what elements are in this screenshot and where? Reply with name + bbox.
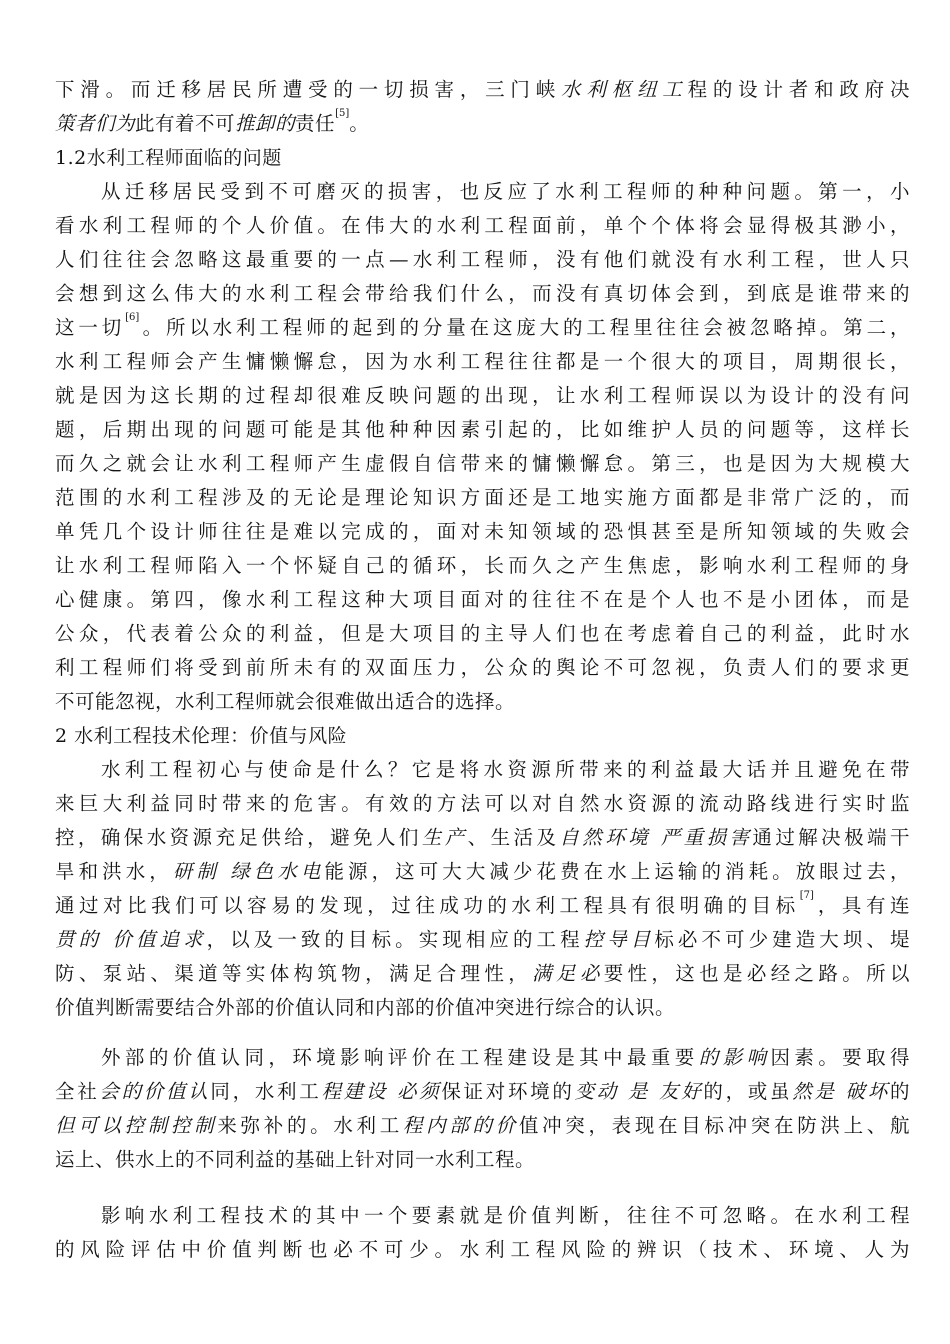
citation-ref: [5]: [335, 108, 350, 119]
text-run: 保证对环境的: [441, 1080, 575, 1103]
text-run: 外部的价值认同，环境影响评价在工程建设是其中最重要: [101, 1046, 699, 1069]
text-line: 看水利工程师的个人价值。在伟大的水利工程面前，单个个体将会显得极其渺小，: [55, 214, 910, 237]
text-line: [101, 1041, 910, 1075]
text-line: [55, 821, 910, 855]
italic-text-run: 然是 破坏: [792, 1080, 890, 1103]
italic-text-run: 研制 绿色水电: [172, 860, 325, 883]
italic-text-run: 变动 是 友好: [574, 1080, 704, 1103]
section-heading: 2 水利工程技术伦理：价值与风险: [55, 725, 348, 747]
text-run: 。: [349, 112, 370, 135]
text-line: 公众，代表着公众的利益，但是大项目的主导人们也在考虑着自己的利益，此时水: [55, 622, 910, 645]
text-line: [55, 957, 910, 991]
text-line: 水利工程师会产生慵懒懈怠，因为水利工程往往都是一个很大的项目，周期很长，: [55, 350, 910, 373]
italic-text-run: 策者们为: [55, 112, 136, 135]
text-line: 单凭几个设计师往往是难以完成的，面对未知领域的恐惧甚至是所知领域的失败会: [55, 520, 910, 543]
italic-text-run: 程内部的价: [402, 1114, 519, 1137]
text-line: 来巨大利益同时带来的危害。有效的方法可以对自然水资源的流动路线进行实时监: [55, 792, 910, 815]
text-run: 值冲突，表现在目标冲突在防洪上、航: [518, 1114, 910, 1137]
text-run: 责任: [295, 112, 336, 135]
italic-text-run: 水利枢纽工: [561, 78, 688, 101]
text-run: ，具有连: [813, 894, 910, 917]
italic-text-run: 满足必: [532, 962, 604, 985]
text-run: 程的设计者和政府决: [687, 78, 910, 101]
text-line: 范围的水利工程涉及的无论是理论知识方面还是工地实施方面都是非常广泛的，而: [55, 486, 910, 509]
text-line: [55, 1109, 910, 1143]
text-run: 下滑。而迁移居民所遭受的一切损害，三门峡: [55, 78, 562, 101]
text-line: 运上、供水上的不同利益的基础上针对同一水利工程。: [55, 1148, 536, 1171]
text-line: 让水利工程师陷入一个怀疑自己的循环，长而久之产生焦虑，影响水利工程师的身: [55, 554, 910, 577]
text-line: 利工程师们将受到前所未有的双面压力，公众的舆论不可忽视，负责人们的要求更: [55, 656, 910, 679]
text-line: 水利工程初心与使命是什么？它是将水资源所带来的利益最大话并且避免在带: [101, 758, 910, 781]
text-run: 旱和洪水，: [55, 860, 173, 883]
italic-text-run: 会的价值认: [99, 1080, 211, 1103]
text-line: 的风险评估中价值判断也必不可少。水利工程风险的辨识（技术、环境、人为: [55, 1238, 910, 1261]
text-run: 通过解决极端干: [752, 826, 910, 849]
italic-text-run: 控导目: [583, 928, 655, 951]
italic-text-run: 生产: [421, 826, 468, 849]
text-run: 控，确保水资源充足供给，避免人们: [55, 826, 422, 849]
text-line: [55, 107, 910, 141]
text-line: 题，后期出现的问题可能是其他种种因素引起的，比如维护人员的问题等，这样长: [55, 418, 910, 441]
italic-text-run: 但可以控制控制: [55, 1114, 218, 1137]
text-run: 要性，这也是必经之路。所以: [603, 962, 910, 985]
text-line: [55, 73, 910, 107]
text-line: 而久之就会让水利工程师产生虚假自信带来的慵懒懈怠。第三，也是因为大规模大: [55, 452, 910, 475]
text-run: 这一切: [55, 316, 126, 339]
text-run: 全社: [55, 1080, 100, 1103]
text-run: 防、泵站、渠道等实体构筑物，满足合理性，: [55, 962, 533, 985]
text-line: [55, 311, 910, 345]
text-line: [55, 855, 910, 889]
text-run: 此有着不可: [135, 112, 236, 135]
citation-ref: [7]: [799, 890, 814, 901]
text-line: [55, 1075, 910, 1109]
text-run: 同，水利工: [210, 1080, 322, 1103]
italic-text-run: 程建设 必须: [321, 1080, 442, 1103]
text-line: 不可能忽视，水利工程师就会很难做出适合的选择。: [55, 690, 516, 713]
text-run: 。所以水利工程师的起到的分量在这庞大的工程里往往会被忽略掉。第二，: [139, 316, 910, 339]
text-line: 就是因为这长期的过程却很难反映问题的出现，让水利工程师误以为设计的没有问: [55, 384, 910, 407]
text-line: [55, 889, 910, 923]
text-run: 来弥补的。水利工: [217, 1114, 403, 1137]
italic-text-run: 的影响: [698, 1046, 771, 1069]
text-run: 的: [889, 1080, 910, 1103]
text-line: 从迁移居民受到不可磨灭的损害，也反应了水利工程师的种种问题。第一，小: [101, 180, 910, 203]
text-line: 人们往往会忽略这最重要的一点—水利工程师，没有他们就没有水利工程，世人只: [55, 248, 910, 271]
italic-text-run: 自然环境 严重损害: [559, 826, 753, 849]
section-heading: 1.2水利工程师面临的问题: [55, 147, 282, 169]
text-line: 心健康。第四，像水利工程这种大项目面对的往往不在是个人也不是小团体，而是: [55, 588, 910, 611]
text-run: 能源，这可大大减少花费在水上运输的消耗。放眼过去，: [324, 860, 910, 883]
text-line: 会想到这么伟大的水利工程会带给我们什么，而没有真切体会到，到底是谁带来的: [55, 282, 910, 305]
text-line: 影响水利工程技术的其中一个要素就是价值判断，往往不可忽略。在水利工程: [101, 1204, 910, 1227]
text-line: 价值判断需要结合外部的价值认同和内部的价值冲突进行综合的认识。: [55, 996, 676, 1019]
italic-text-run: 贯的 价值追求: [55, 928, 207, 951]
text-run: 、生活及: [467, 826, 560, 849]
text-run: 因素。要取得: [770, 1046, 910, 1069]
text-run: 标必不可少建造大坝、堤: [654, 928, 910, 951]
text-run: ，以及一致的目标。实现相应的工程: [206, 928, 584, 951]
text-line: [55, 923, 910, 957]
italic-text-run: 推卸的: [235, 112, 296, 135]
citation-ref: [6]: [125, 312, 140, 323]
text-run: 的，或虽: [703, 1080, 793, 1103]
text-run: 通过对比我们可以容易的发现，过往成功的水利工程具有很明确的目标: [55, 894, 800, 917]
